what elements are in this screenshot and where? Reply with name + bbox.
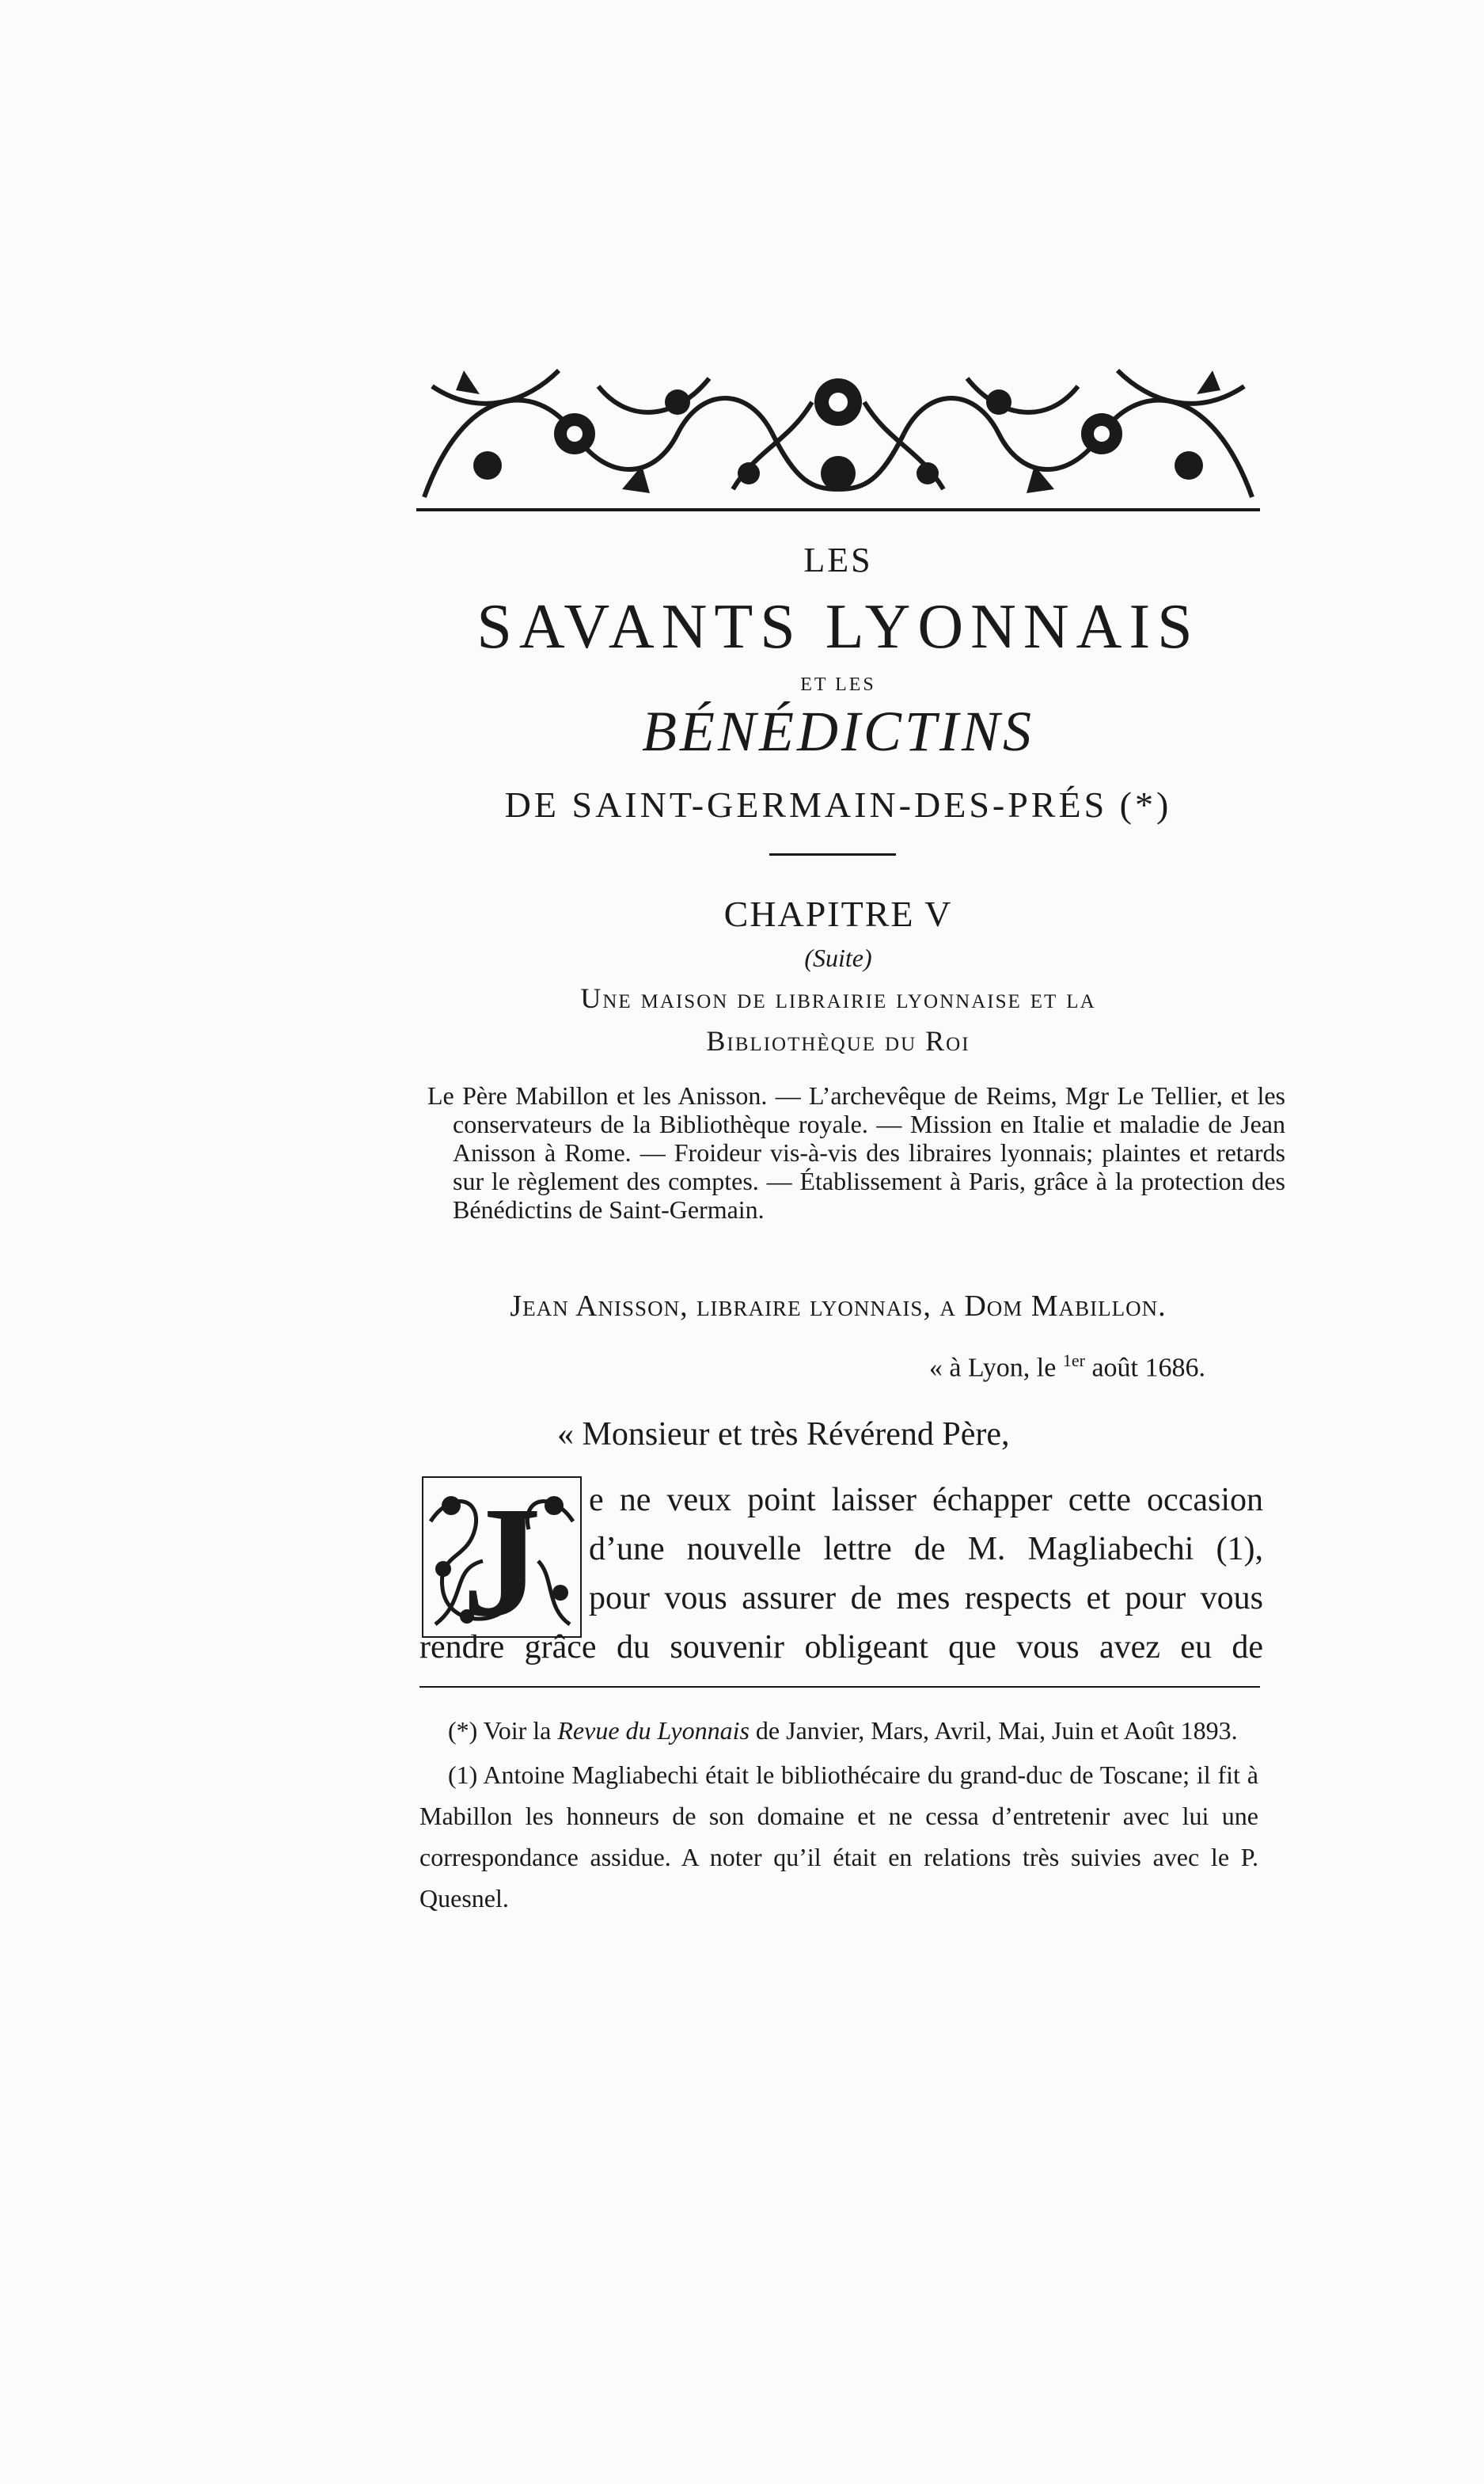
chapter-title: CHAPITRE V <box>723 894 953 934</box>
title-divider <box>769 853 896 856</box>
letter-date-sup: 1er <box>1062 1350 1085 1370</box>
footnote-2: (1) Antoine Magliabechi était le bibliothécaire du grand-duc de Toscane; il fit à Mabillon les honneurs de son domaine et ne cessa d’entretenir avec lui une correspondance assidue. A noter qu’il était en relations très suivies avec le P. Quesnel. <box>419 1760 1258 1912</box>
dropcap-letter: J <box>462 1475 541 1640</box>
footnotes <box>419 1710 1258 1922</box>
letter-line-4-text: rendre grâce du souvenir obligeant que vous avez eu de <box>419 1629 1263 1665</box>
chapter-subtitle-line1: Une maison de librairie lyonnaise et la <box>580 982 1096 1014</box>
footnote-1 <box>419 1710 1258 1751</box>
title-les: LES <box>803 541 873 579</box>
letter-heading: Jean Anisson, libraire lyonnais, a Dom Mabillon. <box>510 1289 1167 1323</box>
dropcap-ornament-icon <box>419 1474 584 1640</box>
letter-date <box>929 1350 1205 1383</box>
letter-date-prefix: « à Lyon, le <box>928 1353 1063 1383</box>
letter-line-3 <box>589 1574 1263 1623</box>
title-benedictins: BÉNÉDICTINS <box>641 700 1034 763</box>
title-savants-lyonnais: SAVANTS LYONNAIS <box>476 592 1200 662</box>
chapter-subtitle-line2: Bibliothèque du Roi <box>706 1025 970 1057</box>
letter-line-4 <box>419 1623 1263 1672</box>
footnote-divider <box>419 1686 1260 1688</box>
floral-ornament-icon <box>416 355 1260 513</box>
footnote-1-end: de Janvier, Mars, Avril, Mai, Juin et Août 1893. <box>749 1716 1238 1745</box>
letter-line-1 <box>589 1476 1263 1525</box>
footnote-1-start: (*) Voir la <box>448 1716 558 1745</box>
letter-line-1-text: e ne veux point laisser échapper cette occasion <box>589 1482 1263 1518</box>
chapter-suite: (Suite) <box>804 944 872 972</box>
letter-date-suffix: août 1686. <box>1084 1353 1205 1383</box>
letter-salutation: « Monsieur et très Révérend Père, <box>557 1416 1010 1453</box>
letter-line-3-text: pour vous assurer de mes respects et pour vous <box>589 1580 1263 1616</box>
chapter-summary: Le Père Mabillon et les Anisson. — L’archevêque de Reims, Mgr Le Tellier, et les conservateurs de la Bibliothèque royale. — Mission en Italie et maladie de Jean Anisson à Rome. — Froideur vis-à-vis des libraires lyonnais; plaintes et retards sur le règlement des comptes. — Établissement à Paris, grâce à la protection des Bénédictins de Saint-Germain. <box>427 1081 1285 1224</box>
title-et-les: ET LES <box>800 674 876 695</box>
letter-line-2 <box>589 1525 1263 1574</box>
letter-line-2-text: d’une nouvelle lettre de M. Magliabechi (1), <box>589 1531 1263 1567</box>
title-saint-germain: DE SAINT-GERMAIN-DES-PRÉS (*) <box>504 784 1172 825</box>
footnote-1-journal: Revue du Lyonnais <box>557 1716 750 1745</box>
